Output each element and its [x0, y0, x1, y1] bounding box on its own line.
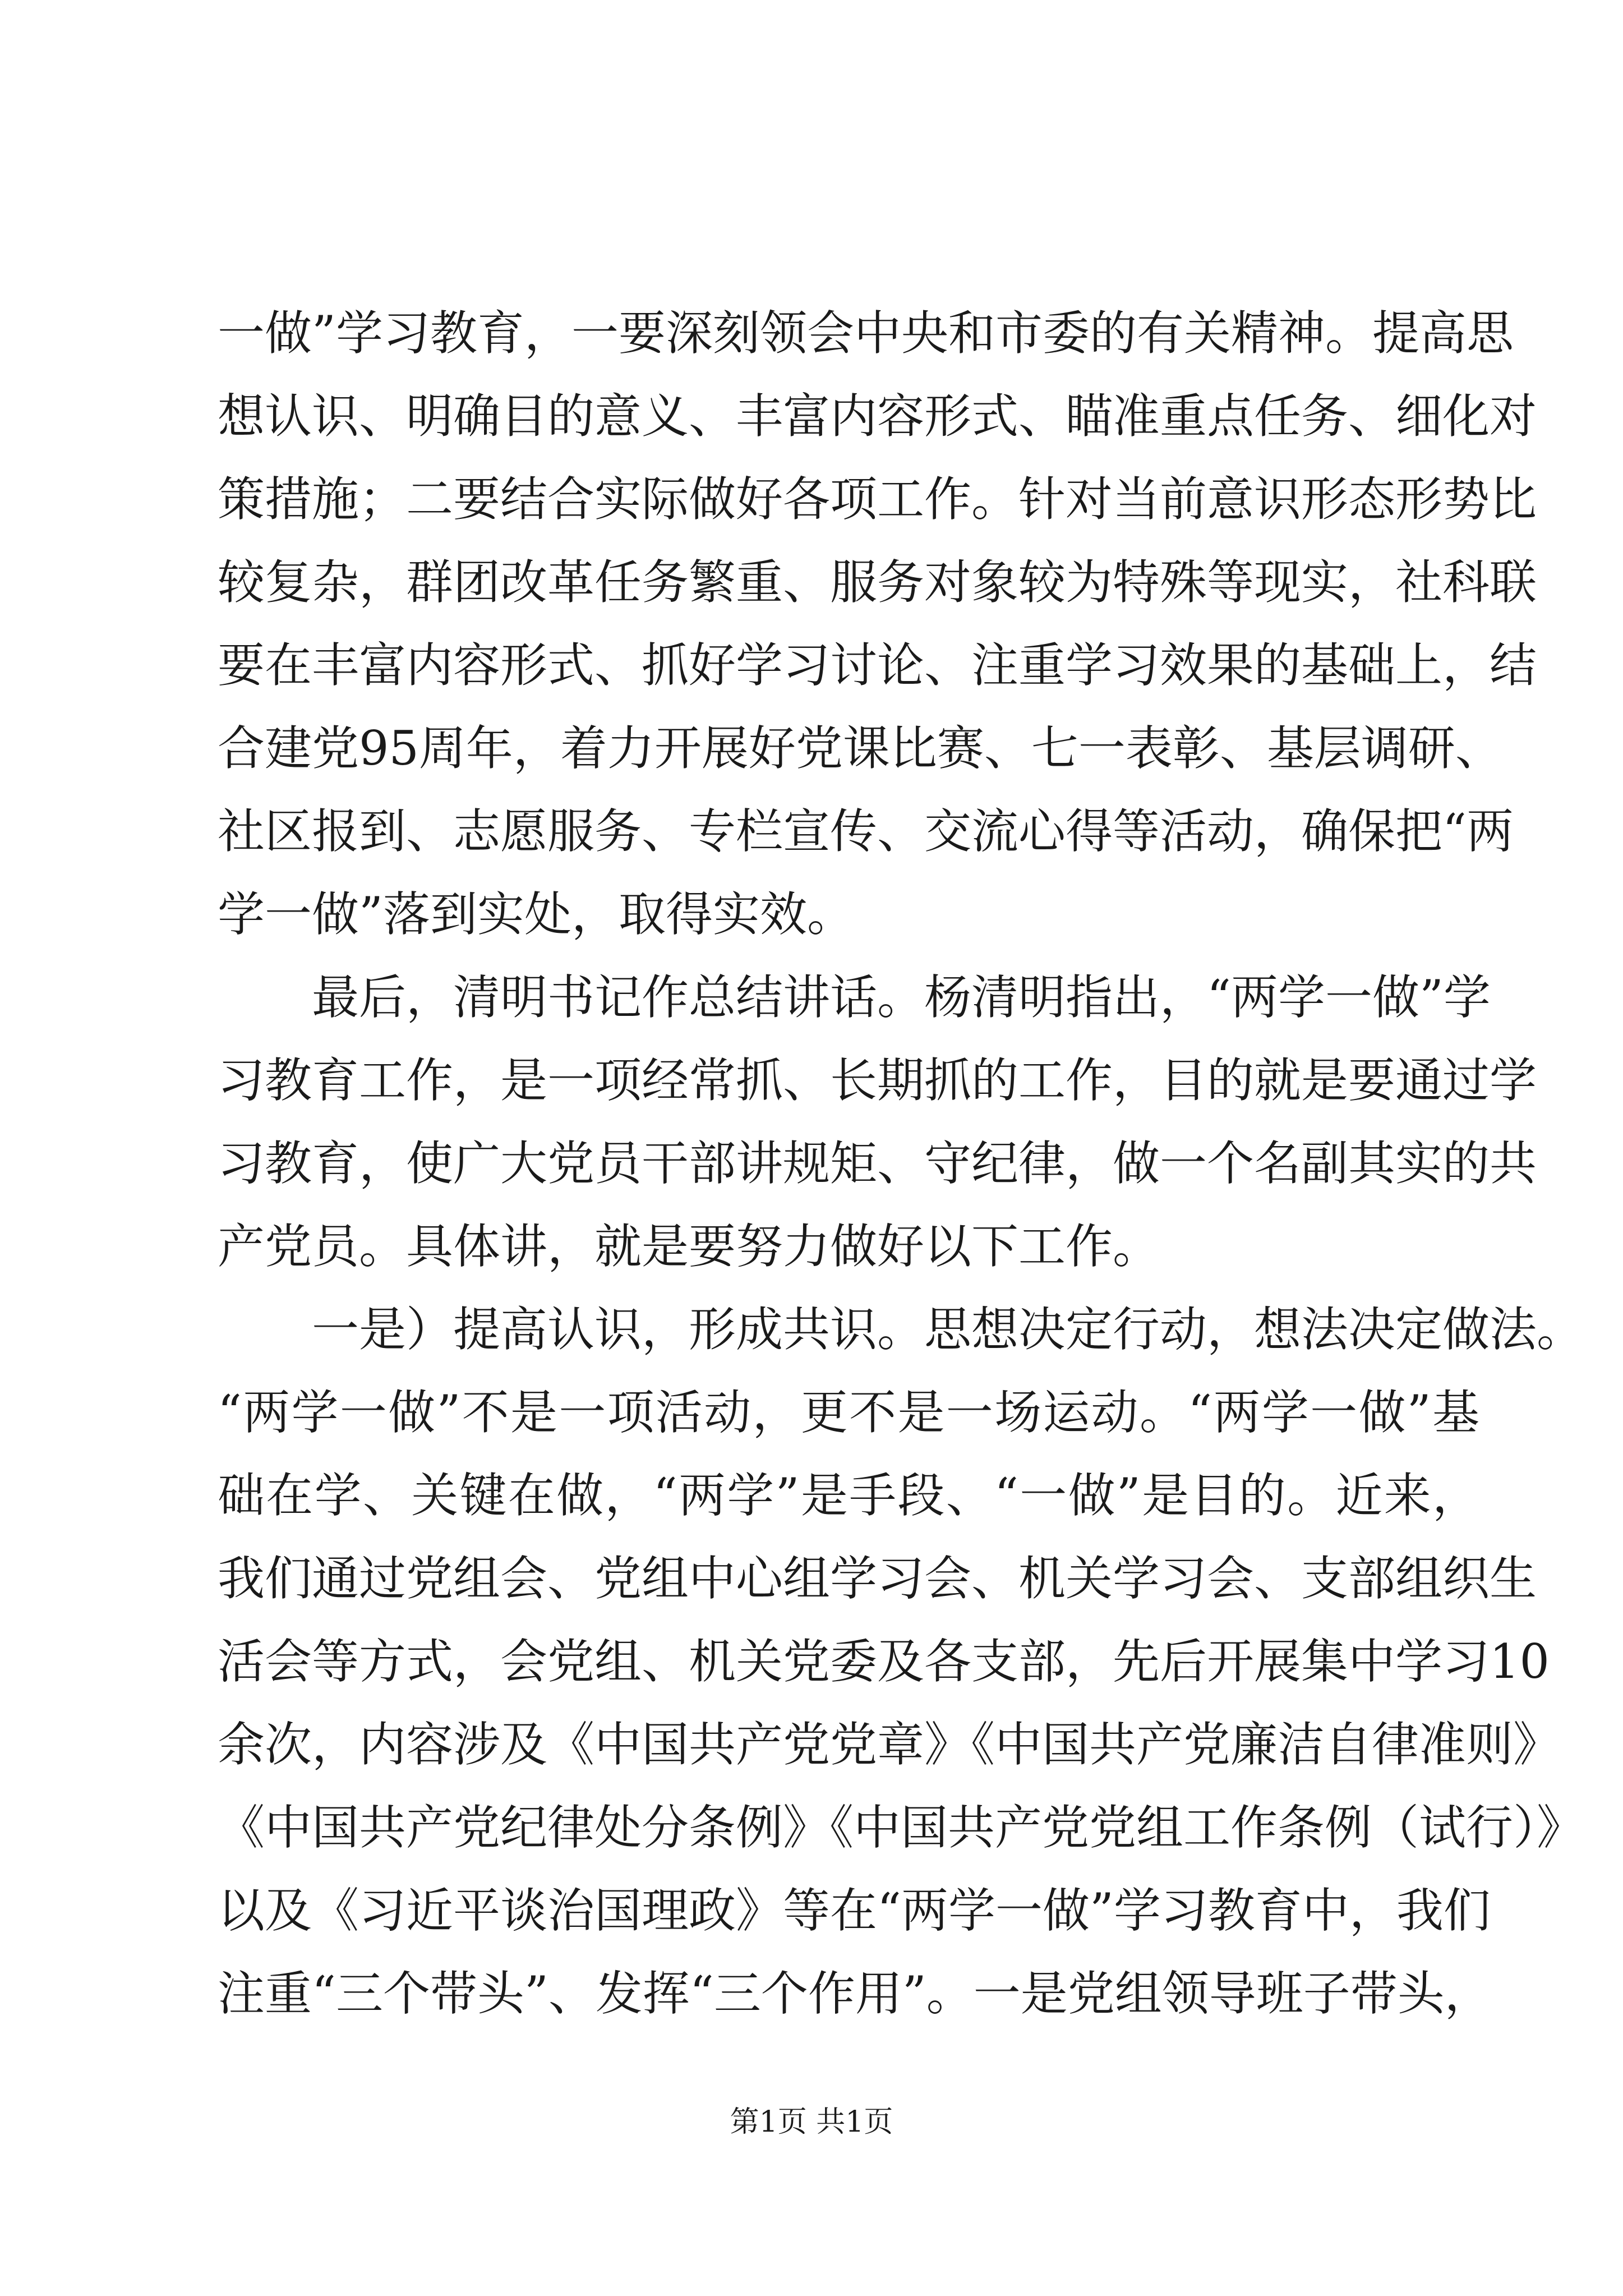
text-line-17: 活会等方式，会党组、机关党委及各支部，先后开展集中学习10 [218, 1634, 1550, 1689]
text-line-10: 习教育工作，是一项经常抓、长期抓的工作，目的就是要通过学 [218, 1053, 1537, 1108]
text-line-19: 《中国共产党纪律处分条例》《中国共产党党组工作条例（试行）》 [218, 1800, 1584, 1855]
page-footer: 第1页 共1页 [730, 2105, 893, 2139]
text-line-9: 最后，清明书记作总结讲话。杨清明指出，“两学一做”学 [312, 970, 1491, 1025]
text-line-21: 注重“三个带头”、发挥“三个作用”。一是党组领导班子带头， [218, 1966, 1492, 2021]
text-line-16: 我们通过党组会、党组中心组学习会、机关学习会、支部组织生 [218, 1551, 1537, 1606]
text-line-20: 以及《习近平谈治国理政》等在“两学一做”学习教育中，我们 [218, 1883, 1491, 1938]
text-line-8: 学一做”落到实处，取得实效。 [218, 887, 854, 942]
text-line-1: 一做”学习教育，一要深刻领会中央和市委的有关精神。提高思 [218, 306, 1514, 361]
text-line-18: 余次，内容涉及《中国共产党党章》《中国共产党廉洁自律准则》 [218, 1717, 1561, 1772]
text-line-2: 想认识、明确目的意义、丰富内容形式、瞄准重点任务、细化对 [218, 389, 1537, 444]
text-line-14: “两学一做”不是一项活动，更不是一场运动。“两学一做”基 [218, 1385, 1479, 1440]
text-line-15: 础在学、关键在做，“两学”是手段、“一做”是目的。近来， [218, 1468, 1479, 1523]
text-line-4: 较复杂，群团改革任务繁重、服务对象较为特殊等现实，社科联 [218, 555, 1537, 610]
text-line-3: 策措施；二要结合实际做好各项工作。针对当前意识形态形势比 [218, 472, 1537, 527]
text-line-6: 合建党95周年，着力开展好党课比赛、七一表彰、基层调研、 [218, 721, 1502, 776]
text-line-13: 一是）提高认识，形成共识。思想决定行动，想法决定做法。 [312, 1302, 1584, 1357]
text-line-5: 要在丰富内容形式、抓好学习讨论、注重学习效果的基础上，结 [218, 638, 1537, 693]
document-body [218, 292, 1584, 2035]
text-line-12: 产党员。具体讲，就是要努力做好以下工作。 [218, 1219, 1160, 1274]
text-line-11: 习教育，使广大党员干部讲规矩、守纪律，做一个名副其实的共 [218, 1136, 1537, 1191]
text-line-7: 社区报到、志愿服务、专栏宣传、交流心得等活动，确保把“两 [218, 804, 1514, 859]
